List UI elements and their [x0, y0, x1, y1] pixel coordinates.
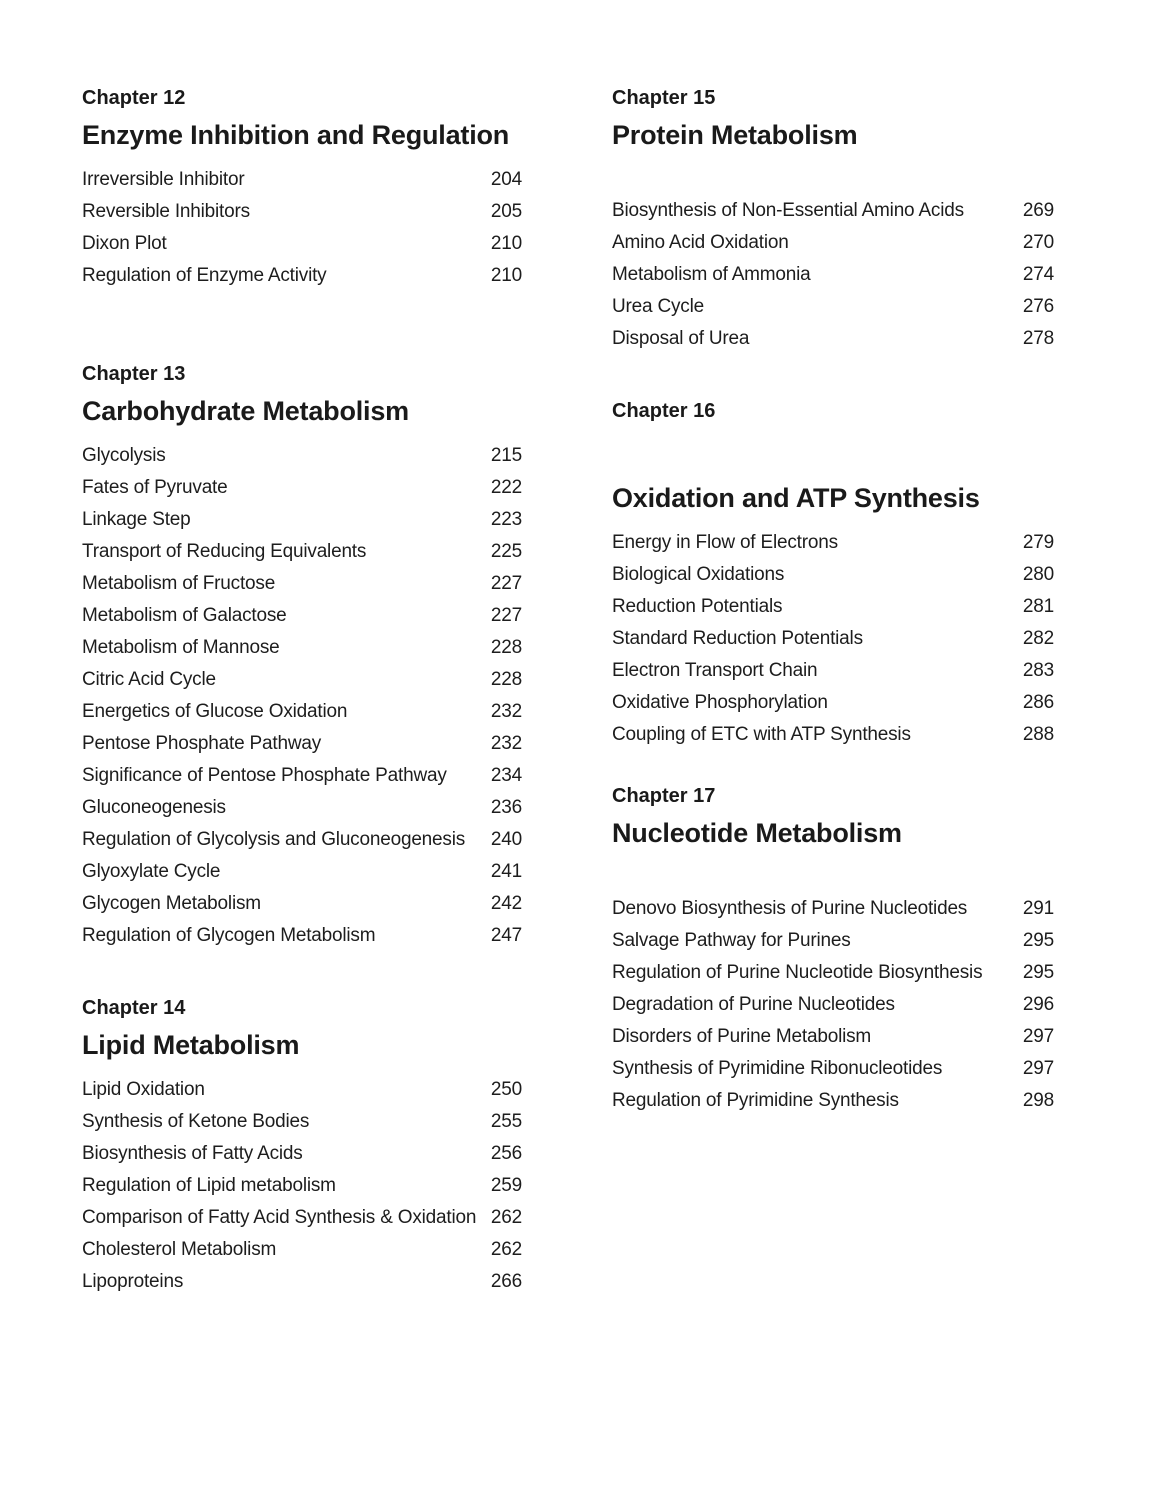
- toc-entry: [612, 989, 1054, 1021]
- toc-entry-label: Urea Cycle: [612, 296, 704, 317]
- toc-entry: [612, 623, 1054, 655]
- toc-entry-page-number: 227: [490, 573, 522, 594]
- toc-entry-label: Regulation of Purine Nucleotide Biosynthesis: [612, 962, 983, 983]
- chapter-label: Chapter 13: [82, 363, 186, 385]
- toc-entry: [82, 696, 522, 728]
- toc-entry-page-number: 247: [490, 925, 522, 946]
- toc-entry-label: Lipid Oxidation: [82, 1079, 205, 1100]
- toc-entry-page-number: 228: [490, 669, 522, 690]
- toc-entry-page-number: 262: [490, 1207, 522, 1228]
- chapter-title: Enzyme Inhibition and Regulation: [82, 120, 510, 150]
- toc-entry: [82, 856, 522, 888]
- toc-entry-page-number: 297: [1022, 1058, 1054, 1079]
- toc-entry-label: Gluconeogenesis: [82, 797, 226, 818]
- toc-entry-page-number: 286: [1022, 692, 1054, 713]
- chapter-label: Chapter 15: [612, 87, 716, 109]
- toc-entry: [612, 527, 1054, 559]
- toc-entry-page-number: 242: [490, 893, 522, 914]
- toc-entry-page-number: 232: [490, 733, 522, 754]
- toc-entry: [612, 323, 1054, 355]
- toc-entry: [82, 888, 522, 920]
- toc-entry: [612, 655, 1054, 687]
- toc-entry: [82, 792, 522, 824]
- toc-entry-label: Regulation of Glycogen Metabolism: [82, 925, 376, 946]
- toc-entry-label: Denovo Biosynthesis of Purine Nucleotides: [612, 898, 968, 919]
- chapter-label: Chapter 12: [82, 87, 186, 109]
- toc-entry: [82, 228, 522, 260]
- toc-entry: [82, 164, 522, 196]
- toc-entry-page-number: 225: [490, 541, 522, 562]
- chapter-title: Lipid Metabolism: [82, 1030, 300, 1060]
- toc-entry-page-number: 288: [1022, 724, 1054, 745]
- toc-entry-page-number: 262: [490, 1239, 522, 1260]
- toc-entry-page-number: 234: [490, 765, 522, 786]
- toc-entry-label: Lipoproteins: [82, 1271, 184, 1292]
- toc-entry-page-number: 232: [490, 701, 522, 722]
- toc-entry-label: Irreversible Inhibitor: [82, 169, 245, 190]
- toc-entry-label: Glycolysis: [82, 445, 166, 466]
- toc-entry-label: Regulation of Enzyme Activity: [82, 265, 327, 286]
- chapter-section: [612, 86, 1054, 355]
- toc-entry-page-number: 250: [490, 1079, 522, 1100]
- chapter-entries: [612, 893, 1054, 1117]
- toc-entry: [82, 504, 522, 536]
- toc-entry-label: Standard Reduction Potentials: [612, 628, 863, 649]
- toc-entry: [82, 920, 522, 952]
- toc-entry-label: Salvage Pathway for Purines: [612, 930, 851, 951]
- toc-entry-label: Amino Acid Oxidation: [612, 232, 789, 253]
- chapter-title: Carbohydrate Metabolism: [82, 396, 409, 426]
- chapter-title: Oxidation and ATP Synthesis: [612, 483, 980, 513]
- chapter-entries: [612, 527, 1054, 751]
- toc-entry-label: Coupling of ETC with ATP Synthesis: [612, 724, 911, 745]
- toc-entry-label: Synthesis of Ketone Bodies: [82, 1111, 310, 1132]
- toc-entry-label: Disorders of Purine Metabolism: [612, 1026, 872, 1047]
- toc-entry-page-number: 241: [490, 861, 522, 882]
- toc-right-column: [612, 86, 1054, 1117]
- toc-entry: [612, 719, 1054, 751]
- toc-entry: [82, 824, 522, 856]
- toc-entry-page-number: 222: [490, 477, 522, 498]
- chapter-section: [612, 784, 1054, 1117]
- toc-entry-label: Metabolism of Mannose: [82, 637, 280, 658]
- toc-entry-label: Energy in Flow of Electrons: [612, 532, 838, 553]
- chapter-title: Protein Metabolism: [612, 120, 858, 150]
- toc-entry-label: Metabolism of Ammonia: [612, 264, 811, 285]
- toc-entry-page-number: 279: [1022, 532, 1054, 553]
- toc-entry-label: Metabolism of Galactose: [82, 605, 287, 626]
- toc-entry-page-number: 240: [490, 829, 522, 850]
- toc-entry-label: Reversible Inhibitors: [82, 201, 250, 222]
- toc-entry-label: Significance of Pentose Phosphate Pathway: [82, 765, 447, 786]
- chapter-entries: [82, 1074, 522, 1298]
- chapter-label: Chapter 16: [612, 400, 716, 422]
- toc-entry: [612, 687, 1054, 719]
- toc-entry: [612, 291, 1054, 323]
- chapter-section: [82, 362, 522, 952]
- toc-entry-page-number: 282: [1022, 628, 1054, 649]
- toc-entry-label: Biosynthesis of Fatty Acids: [82, 1143, 303, 1164]
- toc-left-column: [82, 86, 522, 1298]
- toc-entry-page-number: 291: [1022, 898, 1054, 919]
- toc-entry-page-number: 269: [1022, 200, 1054, 221]
- toc-entry: [82, 1266, 522, 1298]
- toc-entry-page-number: 227: [490, 605, 522, 626]
- toc-entry: [82, 1138, 522, 1170]
- toc-entry: [82, 632, 522, 664]
- toc-entry-label: Synthesis of Pyrimidine Ribonucleotides: [612, 1058, 943, 1079]
- toc-entry-page-number: 278: [1022, 328, 1054, 349]
- chapter-section: [82, 996, 522, 1298]
- toc-entry: [82, 1106, 522, 1138]
- toc-entry: [82, 1234, 522, 1266]
- chapter-entries: [82, 440, 522, 952]
- toc-entry-label: Biological Oxidations: [612, 564, 785, 585]
- chapter-label: Chapter 14: [82, 997, 186, 1019]
- toc-entry-label: Transport of Reducing Equivalents: [82, 541, 367, 562]
- toc-entry-label: Cholesterol Metabolism: [82, 1239, 277, 1260]
- toc-entry: [82, 1202, 522, 1234]
- toc-entry-label: Fates of Pyruvate: [82, 477, 228, 498]
- toc-entry: [82, 1170, 522, 1202]
- toc-entry: [612, 1085, 1054, 1117]
- toc-entry: [82, 260, 522, 292]
- toc-entry-page-number: 296: [1022, 994, 1054, 1015]
- toc-entry-label: Reduction Potentials: [612, 596, 783, 617]
- toc-entry-label: Degradation of Purine Nucleotides: [612, 994, 895, 1015]
- toc-entry-page-number: 295: [1022, 930, 1054, 951]
- toc-entry-label: Dixon Plot: [82, 233, 167, 254]
- toc-entry-page-number: 281: [1022, 596, 1054, 617]
- toc-entry: [82, 472, 522, 504]
- toc-entry-page-number: 280: [1022, 564, 1054, 585]
- toc-entry: [612, 1021, 1054, 1053]
- toc-entry-label: Disposal of Urea: [612, 328, 750, 349]
- toc-entry-page-number: 259: [490, 1175, 522, 1196]
- toc-entry: [612, 591, 1054, 623]
- chapter-section: [82, 86, 522, 292]
- toc-entry-page-number: 255: [490, 1111, 522, 1132]
- toc-entry-page-number: 266: [490, 1271, 522, 1292]
- toc-entry-label: Citric Acid Cycle: [82, 669, 216, 690]
- toc-entry-page-number: 256: [490, 1143, 522, 1164]
- chapter-title: Nucleotide Metabolism: [612, 818, 902, 848]
- toc-entry: [82, 1074, 522, 1106]
- toc-entry-label: Pentose Phosphate Pathway: [82, 733, 322, 754]
- toc-entry-page-number: 223: [490, 509, 522, 530]
- toc-entry: [612, 1053, 1054, 1085]
- toc-entry-page-number: 298: [1022, 1090, 1054, 1111]
- toc-entry-page-number: 297: [1022, 1026, 1054, 1047]
- toc-entry-page-number: 274: [1022, 264, 1054, 285]
- toc-entry-label: Regulation of Pyrimidine Synthesis: [612, 1090, 899, 1111]
- toc-entry: [82, 568, 522, 600]
- toc-entry-label: Electron Transport Chain: [612, 660, 818, 681]
- toc-entry: [612, 195, 1054, 227]
- chapter-section: [612, 399, 1054, 751]
- toc-entry: [82, 728, 522, 760]
- chapter-entries: [82, 164, 522, 292]
- toc-entry: [612, 259, 1054, 291]
- toc-entry-label: Metabolism of Fructose: [82, 573, 276, 594]
- toc-entry-page-number: 295: [1022, 962, 1054, 983]
- toc-entry-page-number: 210: [490, 233, 522, 254]
- toc-entry-label: Biosynthesis of Non-Essential Amino Acids: [612, 200, 964, 221]
- toc-entry-label: Comparison of Fatty Acid Synthesis & Oxidation: [82, 1207, 477, 1228]
- toc-entry: [612, 559, 1054, 591]
- toc-entry-page-number: 210: [490, 265, 522, 286]
- toc-entry-page-number: 276: [1022, 296, 1054, 317]
- toc-entry: [82, 440, 522, 472]
- chapter-entries: [612, 195, 1054, 355]
- toc-entry: [82, 664, 522, 696]
- toc-entry-label: Regulation of Lipid metabolism: [82, 1175, 336, 1196]
- toc-entry-label: Energetics of Glucose Oxidation: [82, 701, 348, 722]
- toc-entry: [82, 196, 522, 228]
- toc-entry-label: Linkage Step: [82, 509, 191, 530]
- toc-entry: [82, 536, 522, 568]
- toc-entry: [612, 227, 1054, 259]
- toc-entry-page-number: 215: [490, 445, 522, 466]
- toc-entry-page-number: 228: [490, 637, 522, 658]
- toc-entry-label: Oxidative Phosphorylation: [612, 692, 828, 713]
- toc-entry-page-number: 204: [490, 169, 522, 190]
- toc-entry-page-number: 283: [1022, 660, 1054, 681]
- toc-entry-page-number: 270: [1022, 232, 1054, 253]
- toc-entry-label: Regulation of Glycolysis and Gluconeogenesis: [82, 829, 466, 850]
- toc-entry-page-number: 236: [490, 797, 522, 818]
- toc-entry: [82, 760, 522, 792]
- toc-entry: [612, 925, 1054, 957]
- toc-entry-label: Glycogen Metabolism: [82, 893, 261, 914]
- toc-entry: [82, 600, 522, 632]
- toc-entry-label: Glyoxylate Cycle: [82, 861, 221, 882]
- toc-entry: [612, 957, 1054, 989]
- chapter-label: Chapter 17: [612, 785, 716, 807]
- toc-entry: [612, 893, 1054, 925]
- toc-entry-page-number: 205: [490, 201, 522, 222]
